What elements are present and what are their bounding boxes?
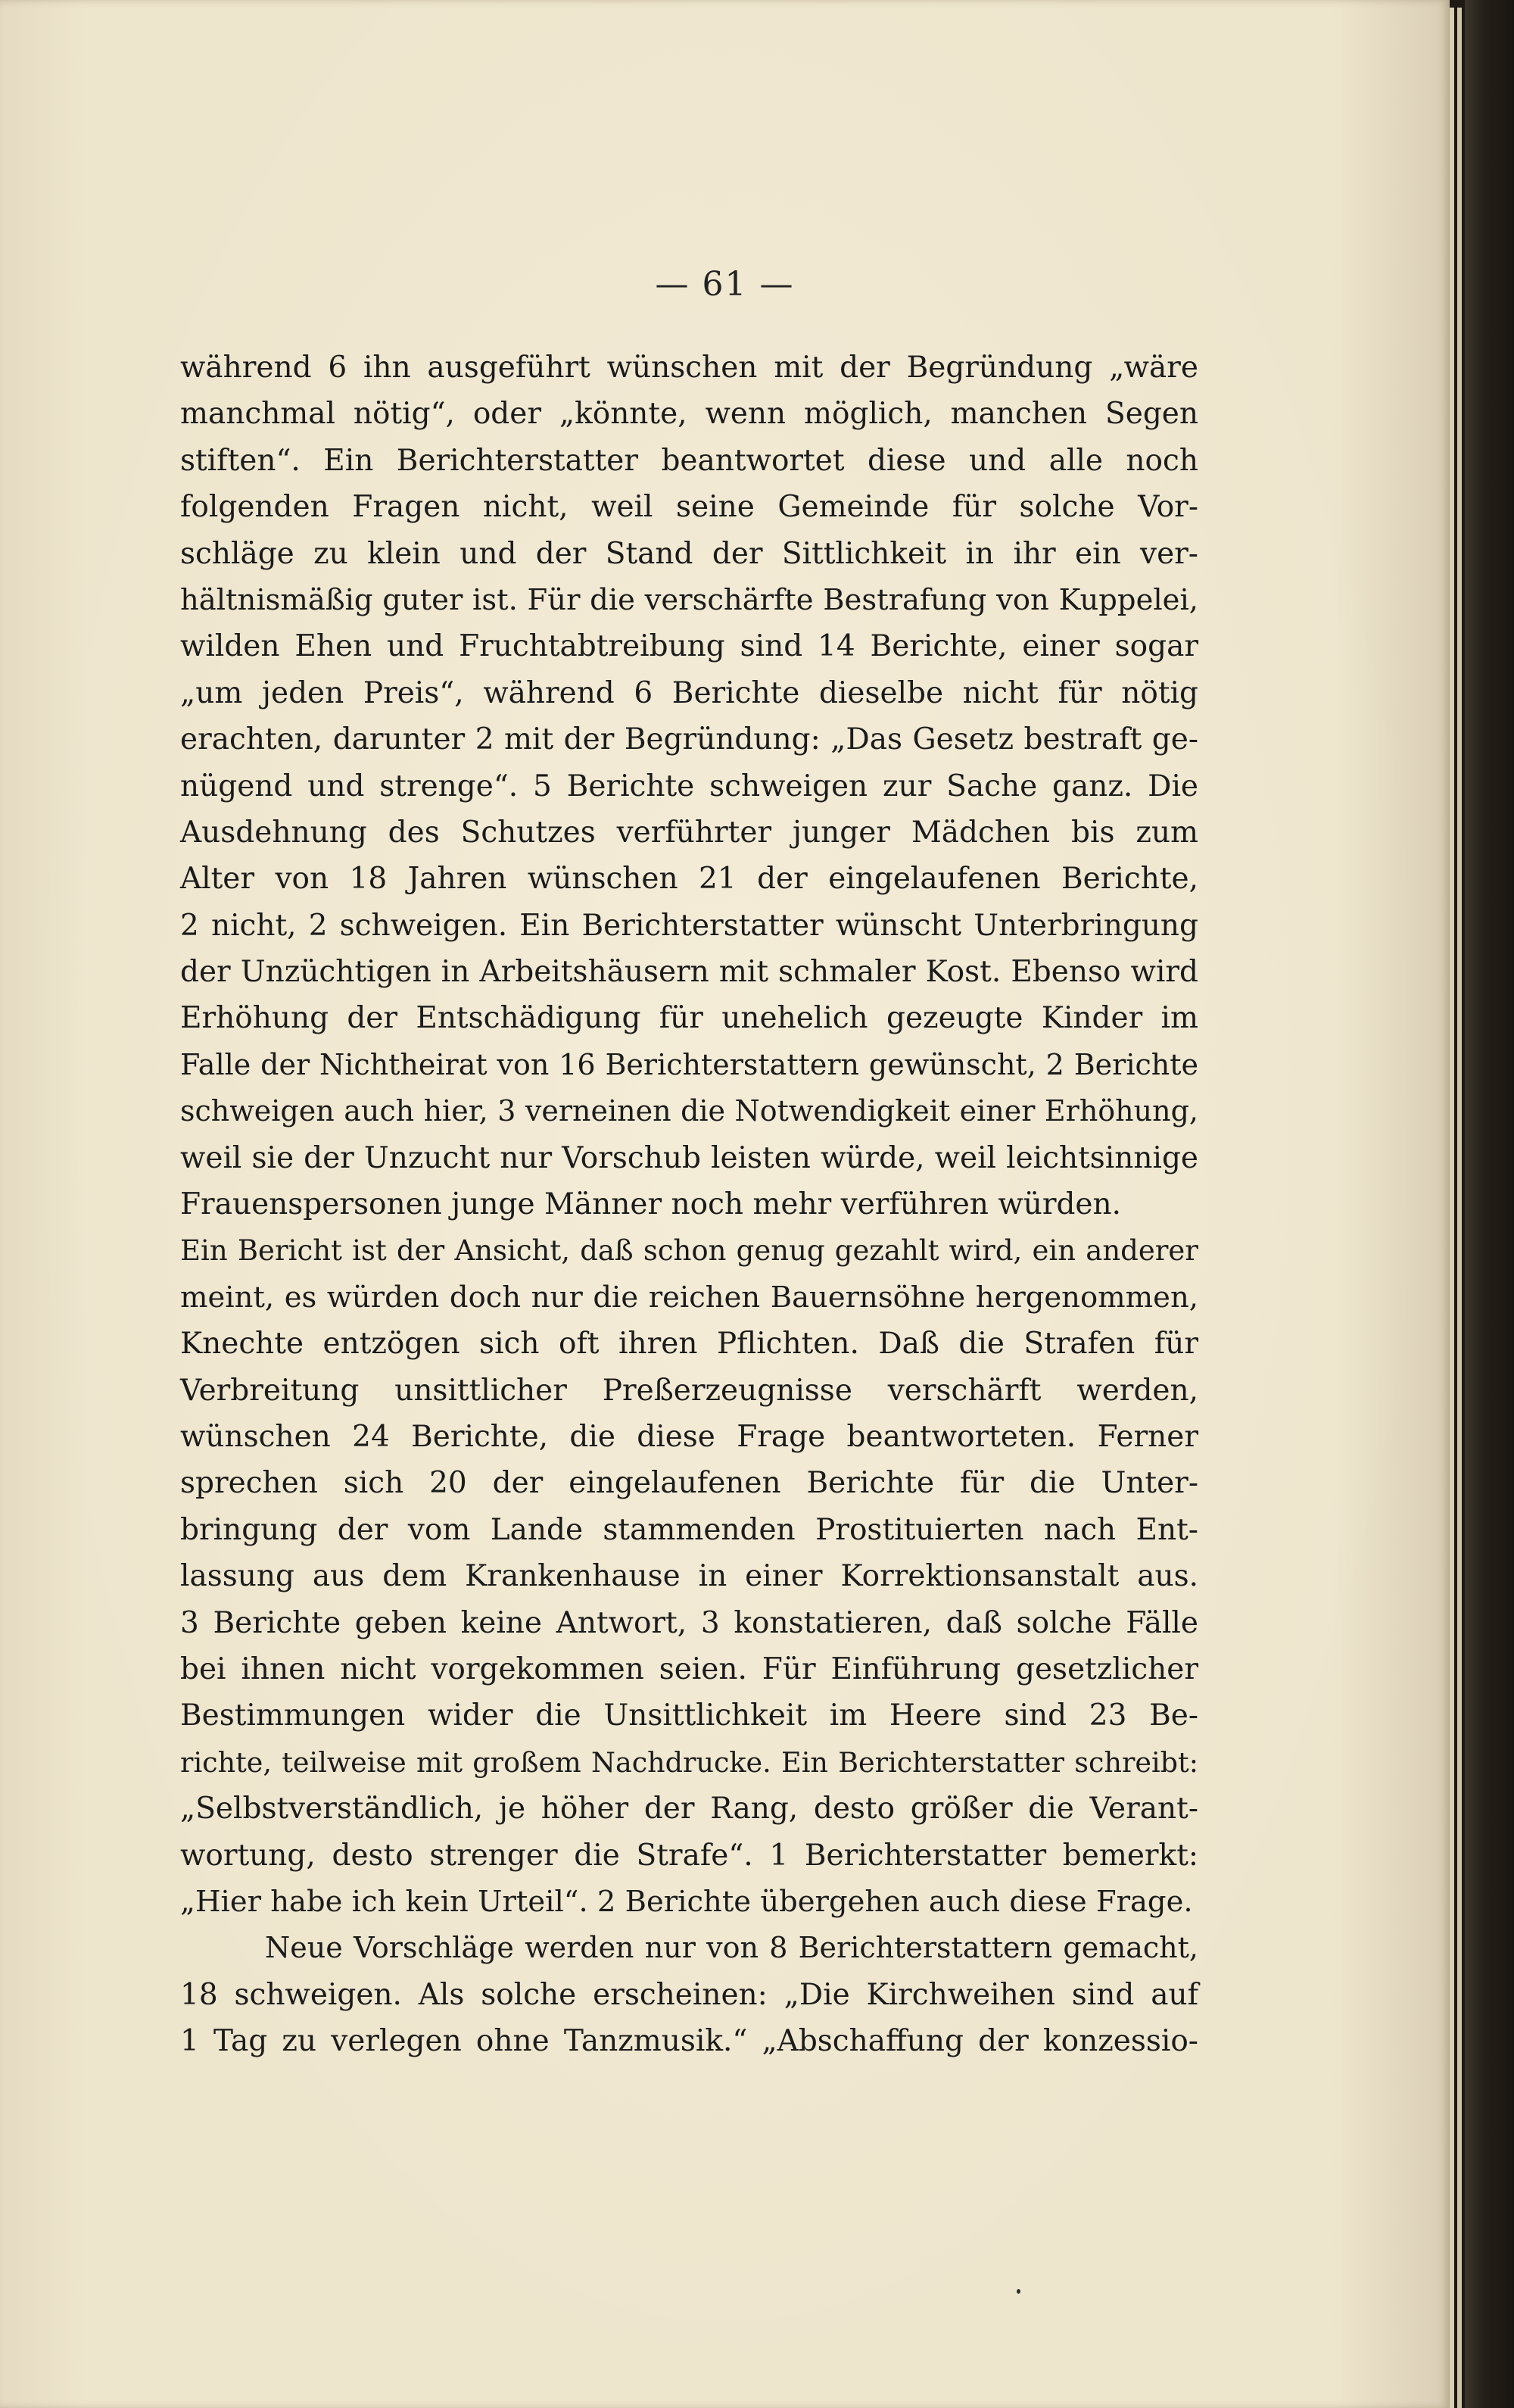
text-line: wünschen 24 Berichte, die diese Frage beantworteten. Ferner (180, 1419, 1198, 1454)
text-line: wilden Ehen und Fruchtabtreibung sind 14 Berichte, einer sogar (180, 629, 1198, 664)
paragraph-start-line: Neue Vorschläge werden nur von 8 Berichterstattern gemacht, (265, 1931, 1198, 1965)
text-line: schweigen auch hier, 3 verneinen die Notwendigkeit einer Erhöhung, (180, 1094, 1198, 1128)
page-number: — 61 — (655, 265, 795, 304)
body-text (180, 345, 1198, 2064)
text-line: nügend und strenge“. 5 Berichte schweigen zur Sache ganz. Die (180, 769, 1198, 803)
text-line: manchmal nötig“, oder „könnte, wenn möglich, manchen Segen (180, 397, 1198, 432)
text-line: der Unzüchtigen in Arbeitshäusern mit schmaler Kost. Ebenso wird (180, 955, 1198, 990)
text-line: stiften“. Ein Berichterstatter beantwortet diese und alle noch (180, 443, 1198, 478)
ink-speck (1017, 2289, 1020, 2294)
text-line: folgenden Fragen nicht, weil seine Gemeinde für solche Vor- (180, 490, 1198, 525)
text-line: Knechte entzögen sich oft ihren Pflichten. Daß die Strafen für (180, 1327, 1198, 1362)
text-line: „um jeden Preis“, während 6 Berichte dieselbe nicht für nötig (180, 675, 1198, 710)
page-stack-edge (1450, 8, 1454, 2408)
text-line: „Selbstverständlich, je höher der Rang, desto größer die Verant- (180, 1792, 1198, 1826)
text-line: Alter von 18 Jahren wünschen 21 der eingelaufenen Berichte, (180, 862, 1198, 897)
text-line: 3 Berichte geben keine Antwort, 3 konstatieren, daß solche Fälle (180, 1605, 1198, 1640)
text-line: Ein Bericht ist der Ansicht, daß schon genug gezahlt wird, ein anderer (180, 1234, 1198, 1268)
text-line: schläge zu klein und der Stand der Sittlichkeit in ihr ein ver- (180, 536, 1198, 571)
text-line: Frauenspersonen junge Männer noch mehr verführen würden. (180, 1187, 1122, 1222)
page-stack-edge (1457, 8, 1462, 2408)
text-line: Erhöhung der Entschädigung für unehelich gezeugte Kinder im (180, 1001, 1198, 1036)
text-line: Verbreitung unsittlicher Preßerzeugnisse verschärft werden, (180, 1373, 1198, 1408)
text-line: 18 schweigen. Als solche erscheinen: „Die Kirchweihen sind auf (180, 1977, 1198, 2012)
text-line: erachten, darunter 2 mit der Begründung: „Das Gesetz bestraft ge- (180, 722, 1198, 757)
text-line: Ausdehnung des Schutzes verführter junger Mädchen bis zum (180, 815, 1198, 850)
book-cover-edge (1465, 0, 1514, 2408)
text-line: Bestimmungen wider die Unsittlichkeit im Heere sind 23 Be- (180, 1698, 1198, 1733)
text-line: meint, es würden doch nur die reichen Bauernsöhne hergenommen, (180, 1280, 1198, 1315)
text-line: sprechen sich 20 der eingelaufenen Berichte für die Unter- (180, 1466, 1198, 1501)
text-line: 2 nicht, 2 schweigen. Ein Berichterstatter wünscht Unterbringung (180, 908, 1198, 943)
text-line: Falle der Nichtheirat von 16 Berichterstattern gewünscht, 2 Berichte (180, 1047, 1198, 1081)
text-line: bringung der vom Lande stammenden Prostituierten nach Ent- (180, 1512, 1198, 1547)
text-line: bei ihnen nicht vorgekommen seien. Für Einführung gesetzlicher (180, 1652, 1198, 1686)
text-line: 1 Tag zu verlegen ohne Tanzmusik.“ „Abschaffung der konzessio- (180, 2024, 1198, 2059)
text-line: während 6 ihn ausgeführt wünschen mit der Begründung „wäre (180, 351, 1198, 385)
text-line: weil sie der Unzucht nur Vorschub leisten würde, weil leichtsinnige (180, 1140, 1198, 1175)
text-line: hältnismäßig guter ist. Für die verschärfte Bestrafung von Kuppelei, (180, 582, 1198, 617)
text-line: richte, teilweise mit großem Nachdrucke. Ein Berichterstatter schreibt: (180, 1745, 1198, 1779)
text-line: „Hier habe ich kein Urteil“. 2 Berichte übergehen auch diese Frage. (180, 1884, 1193, 1919)
text-line: lassung aus dem Krankenhause in einer Korrektionsanstalt aus. (180, 1559, 1198, 1594)
text-line: wortung, desto strenger die Strafe“. 1 Berichterstatter bemerkt: (180, 1838, 1198, 1873)
